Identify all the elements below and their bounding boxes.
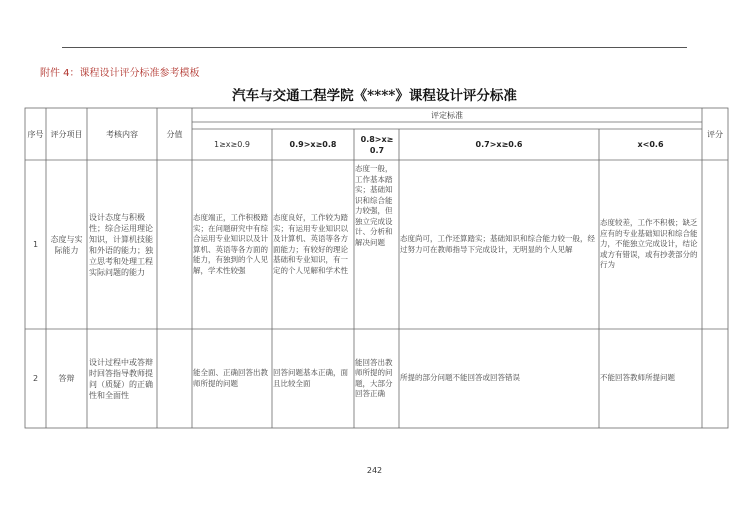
row1-item: 态度与实际能力 bbox=[50, 234, 83, 255]
row2-level-4: 所提的部分问题不能回答或回答错误 bbox=[400, 373, 520, 383]
level-header-3: 0.8>x≥0.7 bbox=[360, 134, 394, 155]
row2-level-3: 能回答出教师所提的问题，大部分回答正确 bbox=[355, 357, 393, 398]
row1-rating bbox=[702, 160, 728, 329]
level-header-1: 1≥x≥0.9 bbox=[214, 140, 250, 149]
row1-content: 设计态度与积极性；综合运用理论知识，计算机技能和外语的能力；独立思考和处理工程实际问题的能力 bbox=[89, 212, 153, 277]
header-item: 评分项目 bbox=[50, 129, 83, 139]
level-header-4: 0.7>x≥0.6 bbox=[475, 140, 523, 149]
row2-score bbox=[157, 329, 192, 428]
row2-level-1: 能全面、正确回答出教师所提的问题 bbox=[193, 368, 268, 388]
row1-seq: 1 bbox=[32, 240, 39, 249]
row1-level-2: 态度良好，工作较为踏实；有运用专业知识以及计算机、英语等各方面能力；有较好的理论基础和专业知识，有一定的个人见解和学术性 bbox=[273, 213, 348, 275]
level-header-5: x<0.6 bbox=[637, 140, 664, 149]
row2-level-2: 回答问题基本正确，面且比较全面 bbox=[273, 368, 348, 388]
header-content: 考核内容 bbox=[106, 129, 138, 139]
row2-level-5: 不能回答教师所提问题 bbox=[600, 373, 675, 383]
level-header-2: 0.9>x≥0.8 bbox=[289, 140, 337, 149]
row1-level-3: 态度一般，工作基本踏实；基础知识和综合能力较强，但独立完成设计、分析和解决问题 bbox=[355, 164, 393, 247]
row2-rating bbox=[702, 329, 728, 428]
row1-level-1: 态度端正，工作积极踏实；在问题研究中有综合运用专业知识以及计算机、英语等各方面的能力，有独到的个人见解，学术性较强 bbox=[193, 213, 268, 275]
row1-level-5: 态度较差，工作不积极；缺乏应有的专业基础知识和综合能力，不能独立完成设计，结论或方有错误，或有抄袭部分的行为 bbox=[600, 218, 698, 270]
attachment-label: 附件 4：课程设计评分标准参考模板 bbox=[40, 68, 200, 79]
row2-seq: 2 bbox=[32, 374, 39, 383]
header-score: 分值 bbox=[166, 129, 183, 139]
row2-item: 答辩 bbox=[58, 374, 75, 383]
header-rating: 评分 bbox=[707, 129, 723, 139]
page-title: 汽车与交通工程学院《****》课程设计评分标准 bbox=[232, 88, 517, 104]
row2-content: 设计过程中或答辩时回答指导教师提问（质疑）的正确性和全面性 bbox=[89, 357, 153, 400]
header-criteria: 评定标准 bbox=[431, 110, 463, 120]
row1-score bbox=[157, 160, 192, 329]
header-seq: 序号 bbox=[27, 129, 44, 139]
row1-level-4: 态度尚可，工作还算踏实；基础知识和综合能力较一般，经过努力可在教师指导下完成设计，无明显的个人见解 bbox=[400, 234, 595, 254]
page-number: 242 bbox=[366, 466, 383, 475]
